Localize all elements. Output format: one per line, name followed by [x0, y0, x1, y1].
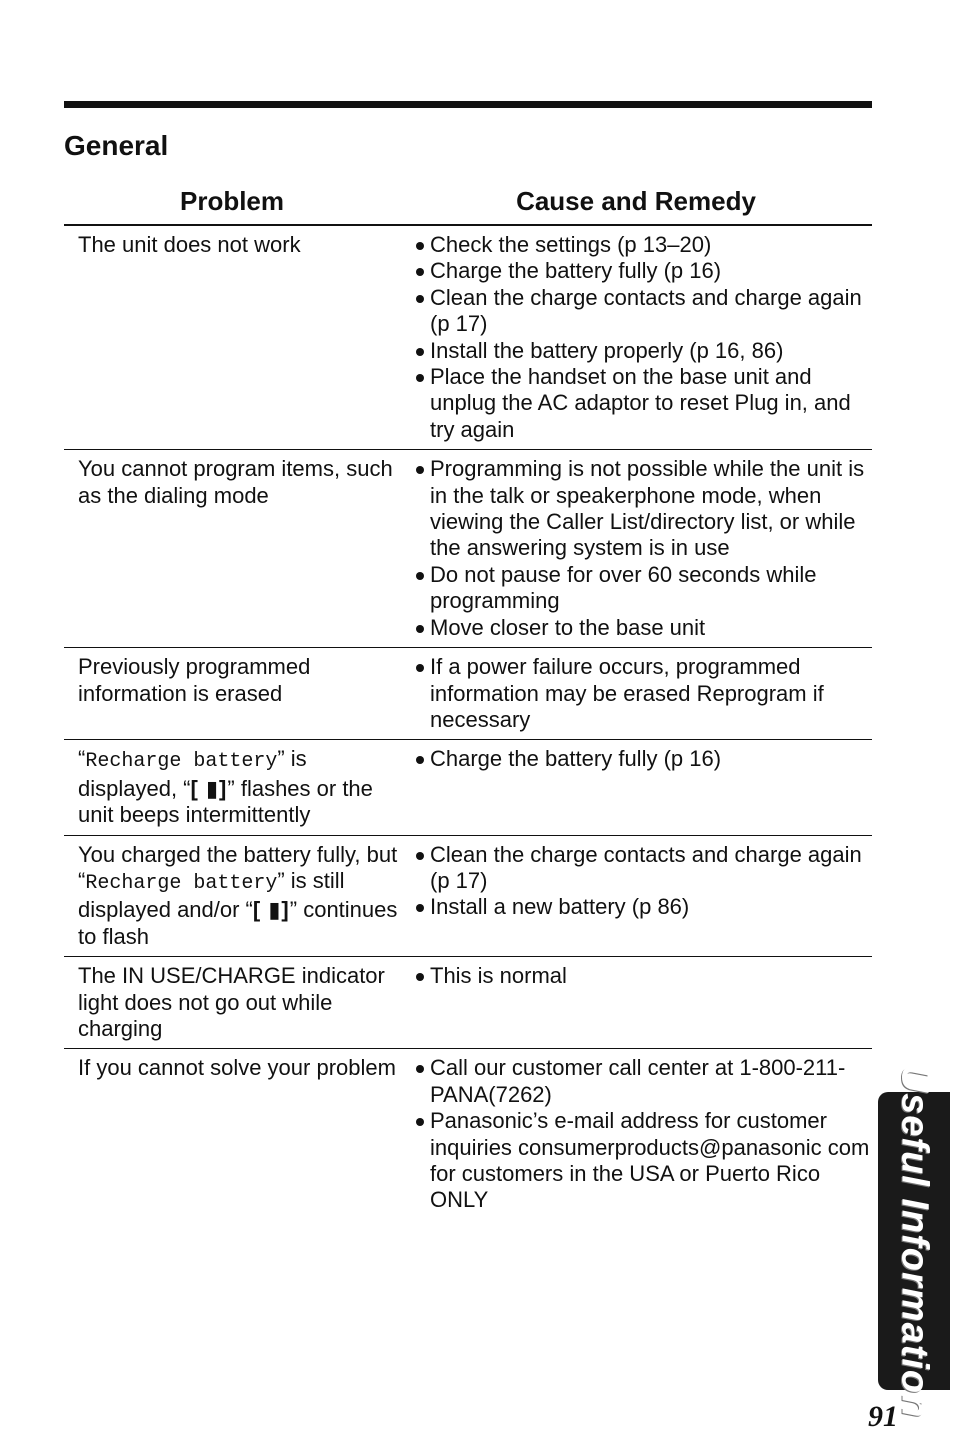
remedy-cell — [400, 1055, 872, 1213]
remedy-cell — [400, 963, 872, 1042]
battery-icon: [ ▮] — [252, 897, 290, 923]
top-rule — [64, 101, 872, 108]
remedy-item: Check the settings (p 13–20) — [414, 232, 872, 258]
remedy-item: Place the handset on the base unit and unplug the AC adaptor to reset Plug in, and try again — [414, 364, 872, 443]
remedy-item: Move closer to the base unit — [414, 615, 872, 641]
problem-cell: You cannot program items, such as the dialing mode — [78, 456, 393, 508]
remedy-item: Panasonic’s e-mail address for customer inquiries consumerproducts@panasonic com for customers in the USA or Puerto Rico ONLY — [414, 1108, 872, 1214]
table-row — [64, 1049, 872, 1219]
page-number: 91 — [868, 1400, 898, 1433]
section-side-tab — [878, 1064, 950, 1418]
remedy-item: Clean the charge contacts and charge again (p 17) — [414, 285, 872, 338]
remedy-cell — [400, 654, 872, 733]
remedy-cell — [400, 746, 872, 828]
display-message-text: Recharge battery — [85, 871, 278, 895]
remedy-item: This is normal — [414, 963, 872, 989]
remedy-item: Install a new battery (p 86) — [414, 894, 872, 920]
problem-cell: Previously programmed information is erased — [78, 654, 311, 706]
problem-cell: “Recharge battery” is displayed, “[ ▮]” flashes or the unit beeps intermittently — [78, 746, 373, 828]
display-message-text: Recharge battery — [85, 750, 278, 774]
remedy-cell — [400, 232, 872, 443]
side-tab-label: Useful Information — [893, 1064, 936, 1418]
remedy-cell — [400, 842, 872, 951]
remedy-item: Install the battery properly (p 16, 86) — [414, 338, 872, 364]
table-row — [64, 450, 872, 648]
remedy-item: Charge the battery fully (p 16) — [414, 258, 872, 284]
table-row — [64, 648, 872, 740]
problem-cell: You charged the battery fully, but “Recharge battery” is still displayed and/or “[ ▮]” continues to flash — [78, 841, 398, 949]
problem-cell: If you cannot solve your problem — [78, 1055, 396, 1081]
table-row — [64, 836, 872, 958]
remedy-item: Do not pause for over 60 seconds while programming — [414, 562, 872, 615]
problem-column-header: Problem — [179, 186, 285, 216]
problem-cell: The unit does not work — [78, 232, 301, 257]
remedy-item: Clean the charge contacts and charge again (p 17) — [414, 842, 872, 895]
section-title: General — [64, 130, 169, 161]
table-row — [64, 226, 872, 450]
table-row — [64, 740, 872, 835]
remedy-item: Call our customer call center at 1-800-211-PANA(7262) — [414, 1055, 872, 1108]
remedy-item: Programming is not possible while the unit is in the talk or speakerphone mode, when viewing the Caller List/directory list, or while the answering system is in use — [414, 456, 872, 562]
troubleshooting-table — [64, 226, 872, 1220]
remedy-cell — [400, 456, 872, 641]
table-row — [64, 957, 872, 1049]
battery-icon: [ ▮] — [190, 775, 228, 801]
remedy-item: If a power failure occurs, programmed information may be erased Reprogram if necessary — [414, 654, 872, 733]
remedy-item: Charge the battery fully (p 16) — [414, 746, 872, 772]
cause-column-header: Cause and Remedy — [516, 186, 756, 216]
problem-cell: The IN USE/CHARGE indicator light does not go out while charging — [78, 963, 385, 1041]
